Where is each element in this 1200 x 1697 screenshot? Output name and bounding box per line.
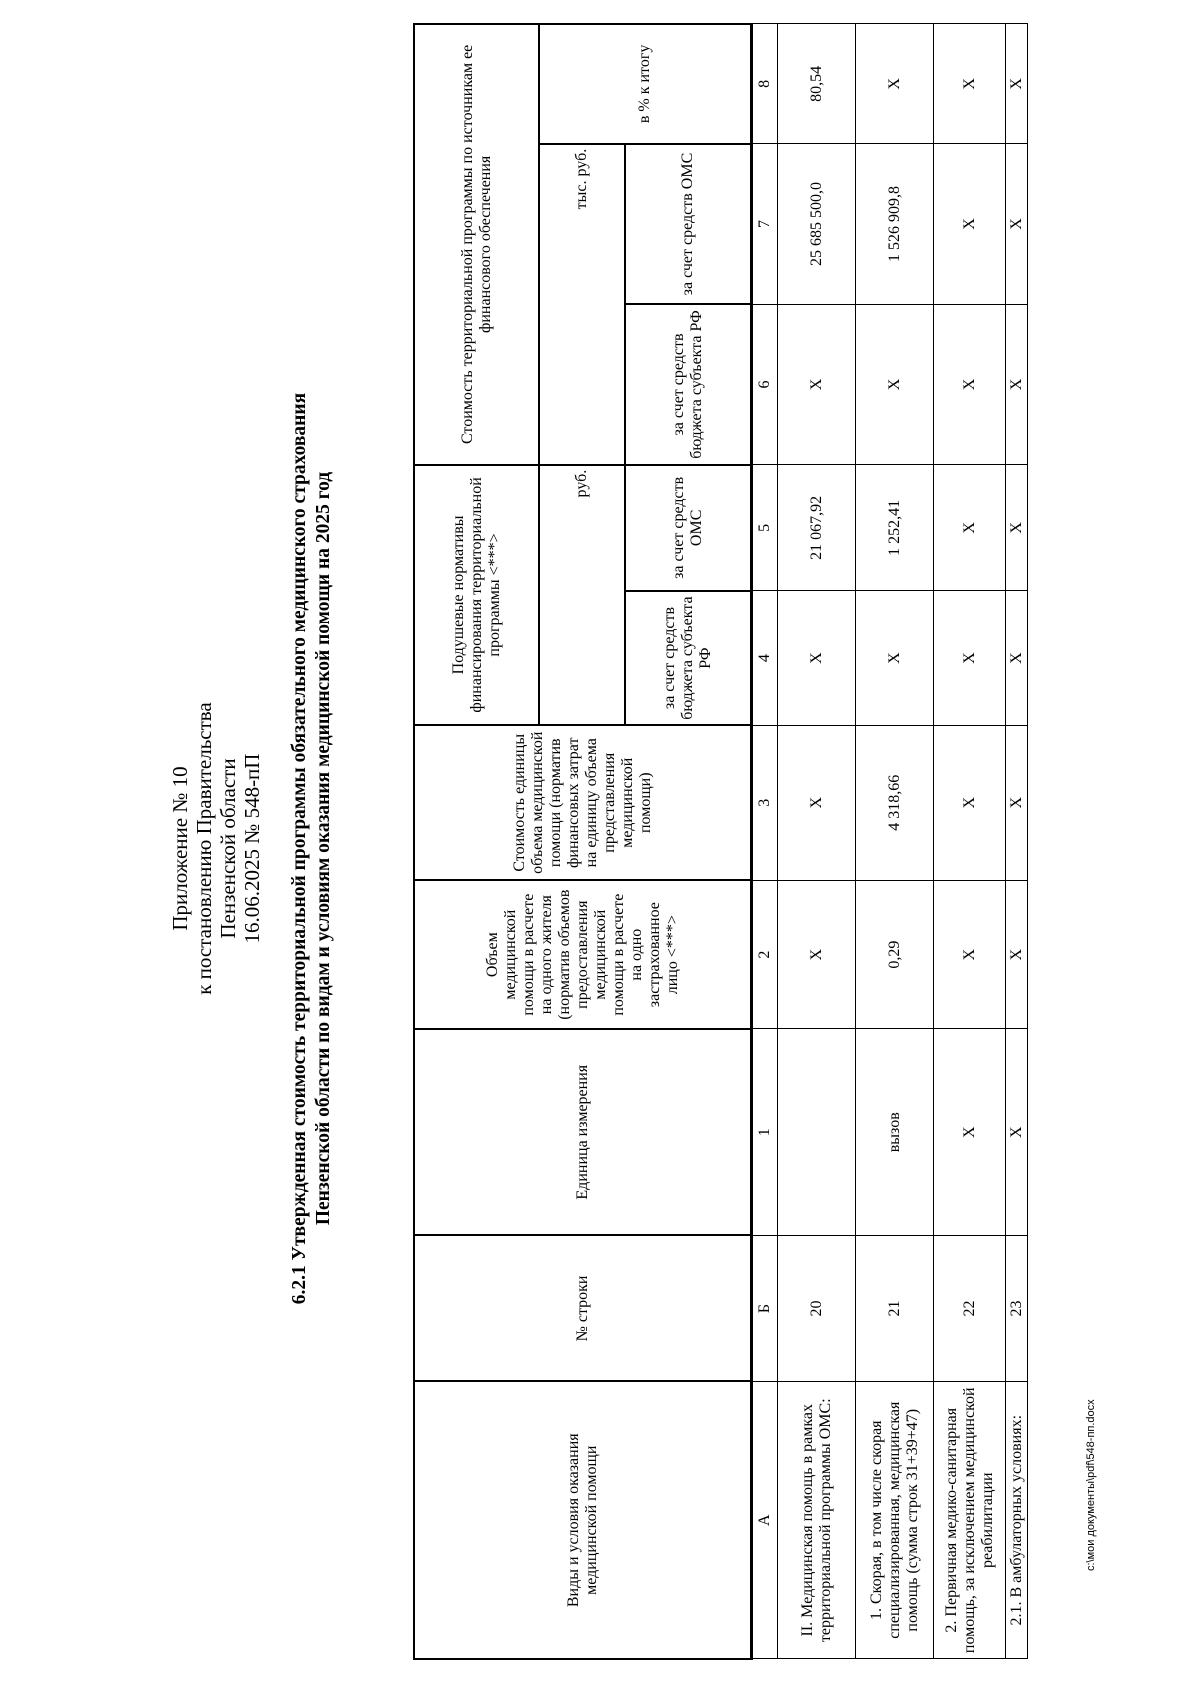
col-number: 8 [752,24,778,144]
row-number: 21 [856,1235,934,1381]
row-oms-per-capita: 1 252,41 [856,465,934,591]
row-oms-per-capita: 21 067,92 [778,465,856,591]
row-volume: Х [778,880,856,1029]
row-percent: 80,54 [778,24,856,144]
header-oms-total: за счет средств ОМС [625,144,751,304]
row-budget-per-capita: Х [1006,591,1028,725]
row-oms-per-capita: Х [1006,465,1028,591]
row-name: 1. Скорая, в том числе скорая специализированная, медицинская помощь (сумма строк 31+39+47) [856,1381,934,1659]
row-unit-cost: Х [934,725,1006,880]
header-percent: в % к итогу [539,24,751,144]
table-row [934,24,1006,1659]
col-number: 7 [752,144,778,304]
row-number: 22 [934,1235,1006,1381]
appendix-heading [168,0,264,1697]
header-unit: Единица измерения [414,1029,752,1236]
row-percent: Х [856,24,934,144]
col-number: 5 [752,465,778,591]
row-unit: Х [1006,1029,1028,1236]
header-unit-rub: руб. [539,465,625,725]
row-unit [778,1029,856,1236]
col-number: Б [752,1235,778,1381]
header-program-cost-group: Стоимость территориальной программы по источникам ее финансового обеспечения [414,24,539,465]
row-oms-total: Х [1006,144,1028,304]
row-unit-cost: Х [1006,725,1028,880]
file-path-footer: c:\мои документы\pdf\548-пп.docx [1085,1399,1097,1571]
header-oms-per-capita: за счет средств ОМС [625,465,751,591]
row-unit-cost: Х [778,725,856,880]
table-row [1006,24,1028,1659]
table-title [288,0,336,1697]
row-unit-cost: 4 318,66 [856,725,934,880]
header-budget-total: за счет средств бюджета субъекта РФ [625,304,751,464]
header-unit-thousand-rub: тыс. руб. [539,144,625,465]
column-number-row [752,24,778,1659]
col-number: 6 [752,304,778,464]
appendix-line-3: Пензенской области [216,758,240,939]
header-row-number: № строки [414,1235,752,1381]
row-oms-total: 1 526 909,8 [856,144,934,304]
row-budget-total: Х [778,304,856,464]
row-unit: Х [934,1029,1006,1236]
appendix-line-1: Приложение № 10 [168,766,192,931]
row-oms-per-capita: Х [934,465,1006,591]
row-number: 20 [778,1235,856,1381]
row-budget-total: Х [934,304,1006,464]
row-name: 2. Первичная медико-санитарная помощь, за исключением медицинской реабилитации [934,1381,1006,1659]
table-row [856,24,934,1659]
header-kinds: Виды и условия оказания медицинской помощи [414,1381,752,1659]
row-budget-per-capita: Х [934,591,1006,725]
row-budget-total: Х [1006,304,1028,464]
row-oms-total: Х [934,144,1006,304]
row-budget-per-capita: Х [856,591,934,725]
row-budget-per-capita: Х [778,591,856,725]
row-name: II. Медицинская помощь в рамках территориальной программы ОМС: [778,1381,856,1659]
row-volume: 0,29 [856,880,934,1029]
row-volume: Х [1006,880,1028,1029]
appendix-line-2: к постановлению Правительства [192,702,216,995]
cost-table [413,23,1028,1660]
title-line-2: Пензенской области по видам и условиям оказания медицинской помощи на 2025 год [313,471,334,1226]
col-number: 3 [752,725,778,880]
title-line-1: 6.2.1 Утвержденная стоимость территориальной программы обязательного медицинского страхования [289,392,310,1305]
row-unit: вызов [856,1029,934,1236]
row-percent: Х [1006,24,1028,144]
row-budget-total: Х [856,304,934,464]
col-number: 1 [752,1029,778,1236]
header-per-capita-group: Подушевые нормативы финансирования территориальной программы <***> [414,465,539,725]
col-number: 4 [752,591,778,725]
header-volume: Объем медицинской помощи в расчете на одного жителя (норматив объемов предоставления медицинской помощи в расчете на одно застрахованное лицо <***> [414,880,752,1029]
row-percent: Х [934,24,1006,144]
row-oms-total: 25 685 500,0 [778,144,856,304]
row-volume: Х [934,880,1006,1029]
table-row [778,24,856,1659]
header-budget-per-capita: за счет средств бюджета субъекта РФ [625,591,751,725]
col-number: А [752,1381,778,1659]
row-number: 23 [1006,1235,1028,1381]
row-name: 2.1. В амбулаторных условиях: [1006,1381,1028,1659]
col-number: 2 [752,880,778,1029]
header-unit-cost: Стоимость единицы объема медицинской помощи (норматив финансовых затрат на единицу объема представления медицинской помощи) [414,725,752,880]
appendix-line-4: 16.06.2025 № 548-пП [240,753,264,944]
